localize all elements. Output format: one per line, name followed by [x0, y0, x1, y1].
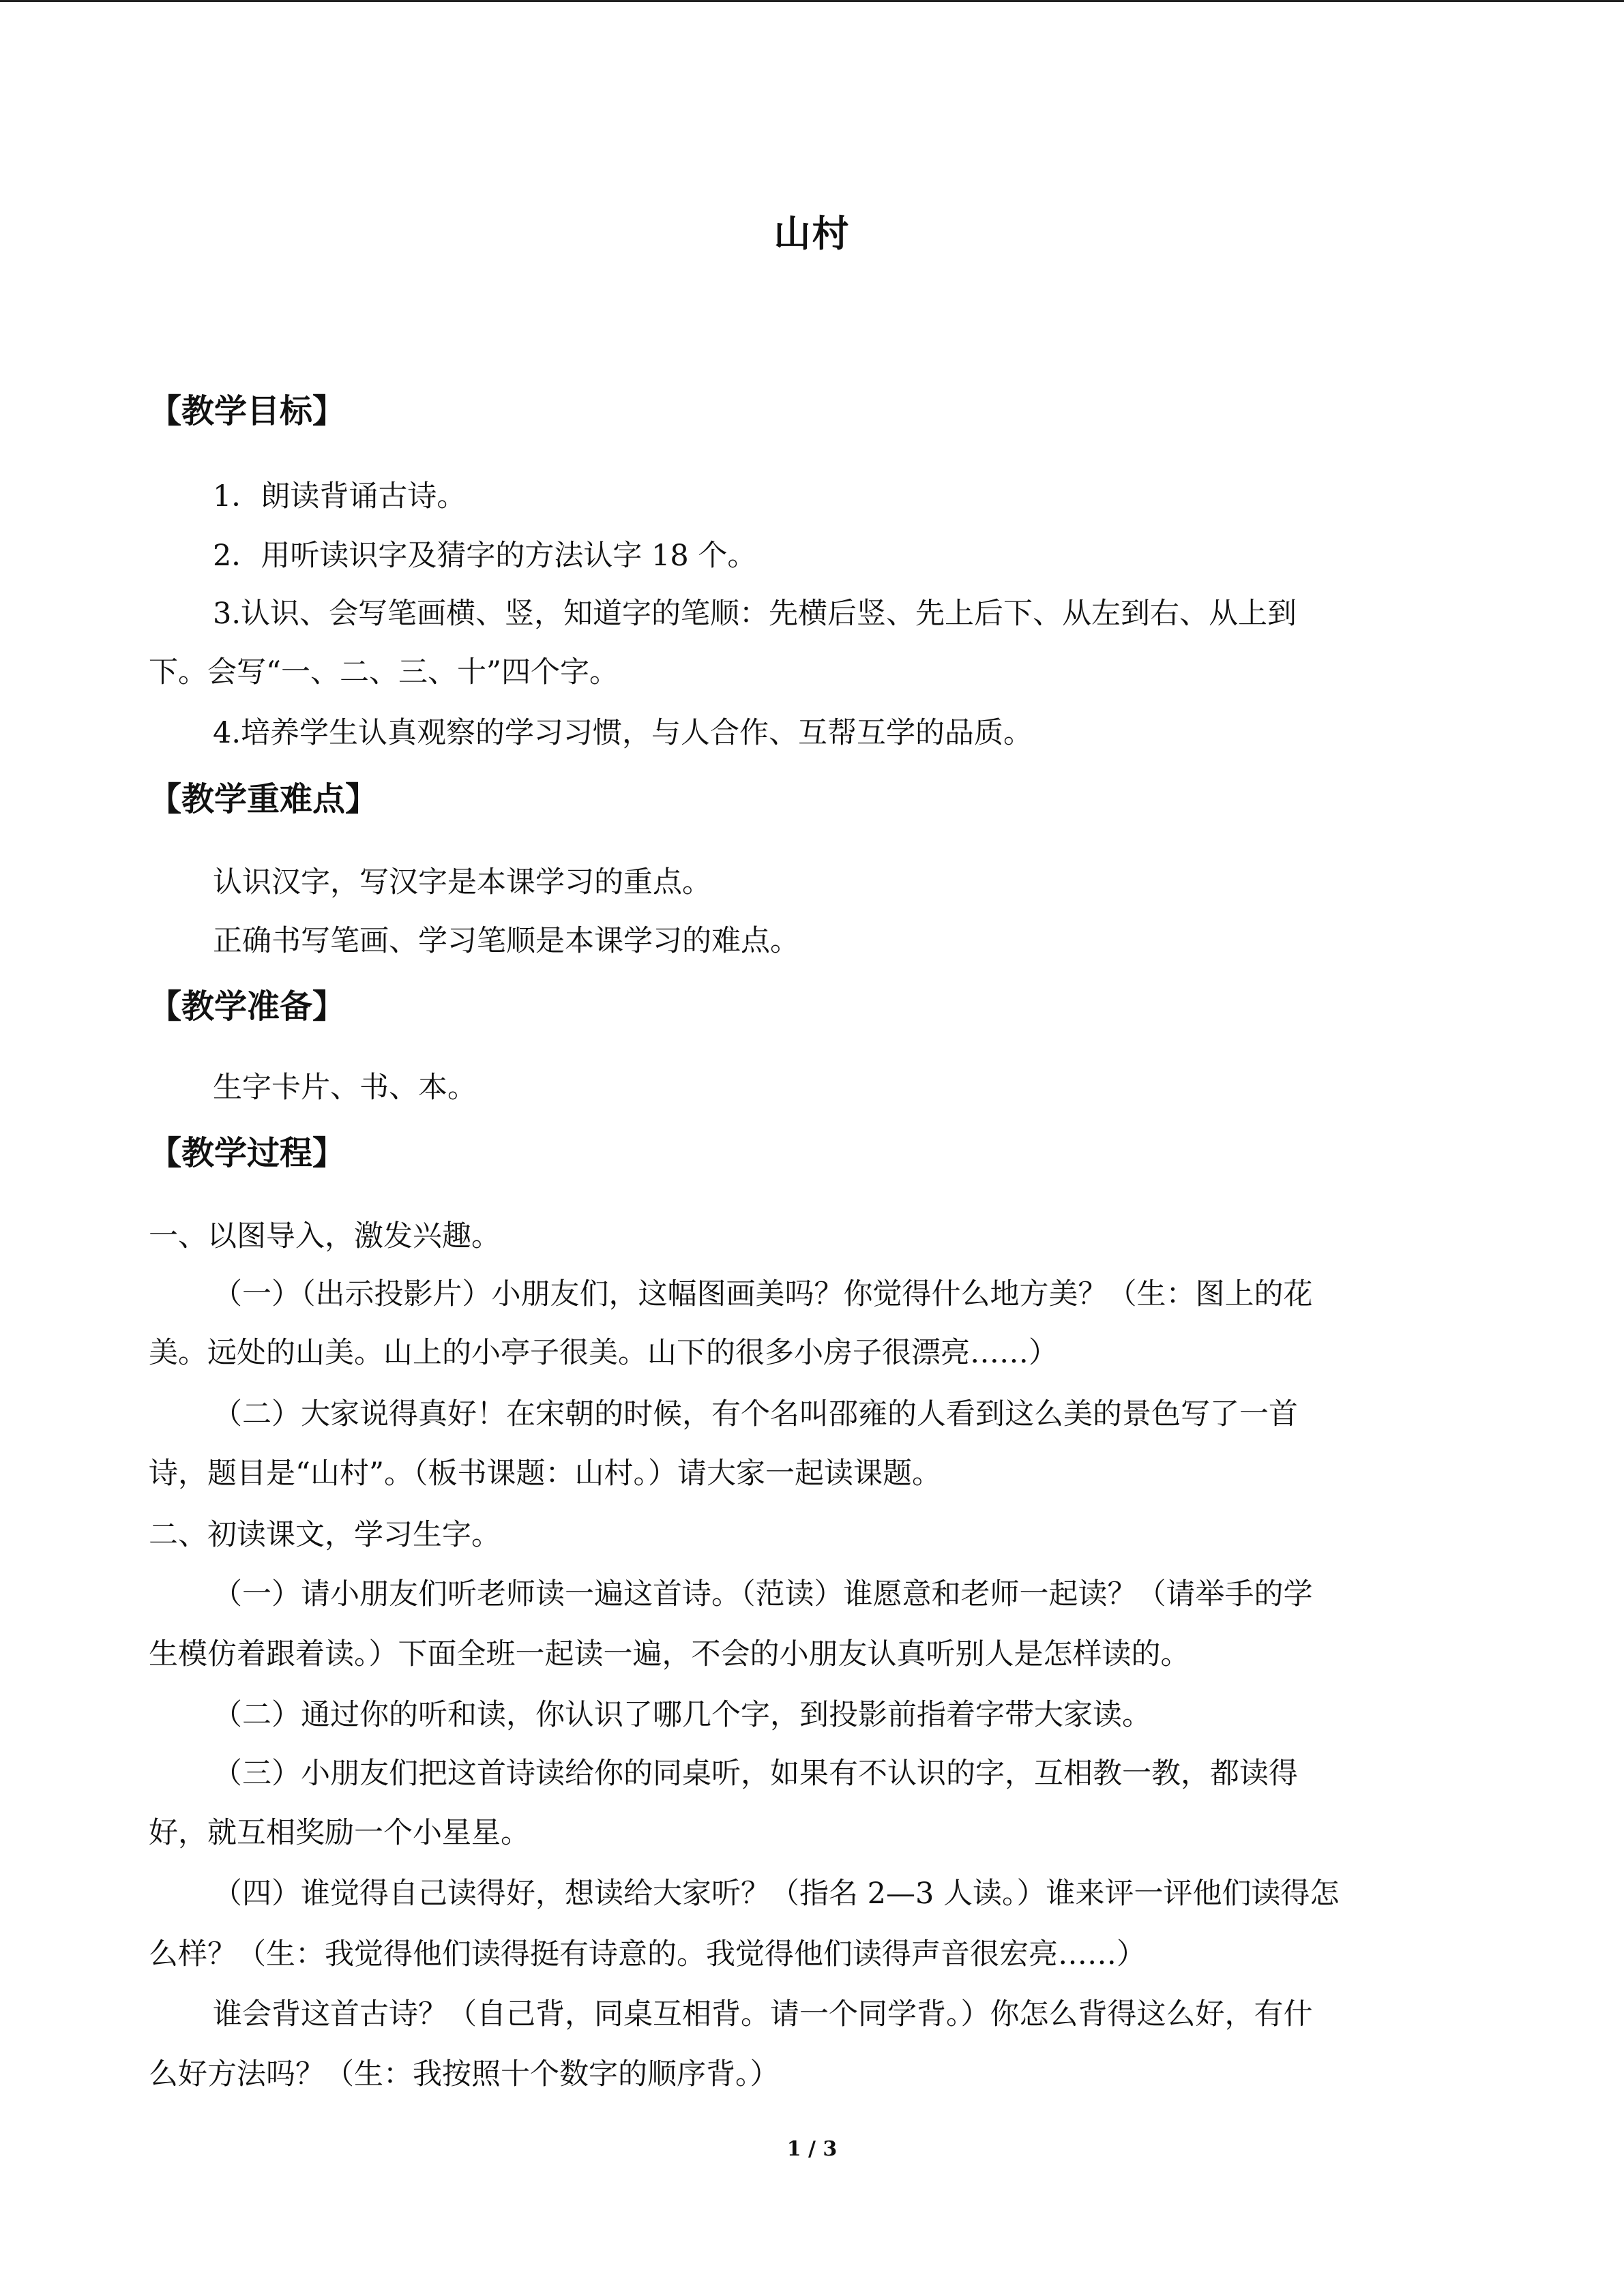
- process-line: （一）（出示投影片）小朋友们，这幅图画美吗？你觉得什么地方美？（生：图上的花: [213, 1277, 1313, 1311]
- top-border-line: [0, 0, 1624, 2]
- process-line: 么样？（生：我觉得他们读得挺有诗意的。我觉得他们读得声音很宏亮……）: [149, 1937, 1146, 1971]
- process-line: 诗，题目是“山村”。（板书课题：山村。）请大家一起读课题。: [149, 1457, 941, 1491]
- goals-line-3-continued: 下。会写“一、二、三、十”四个字。: [149, 655, 619, 689]
- process-line: （二）大家说得真好！在宋朝的时候，有个名叫邵雍的人看到这么美的景色写了一首: [213, 1397, 1298, 1431]
- section-heading-preparation: 【教学准备】: [149, 987, 346, 1026]
- process-line: （三）小朋友们把这首诗读给你的同桌听，如果有不认识的字，互相教一教，都读得: [213, 1757, 1298, 1791]
- page-number: 1 / 3: [786, 2137, 838, 2161]
- section-heading-key-points: 【教学重难点】: [149, 780, 379, 818]
- goals-line-1: 1．朗读背诵古诗。: [213, 479, 467, 513]
- goals-line-3: 3.认识、会写笔画横、竖，知道字的笔顺：先横后竖、先上后下、从左到右、从上到: [213, 597, 1297, 631]
- process-step-1-heading: 一、以图导入，激发兴趣。: [149, 1219, 501, 1253]
- process-step-2-heading: 二、初读课文，学习生字。: [149, 1518, 501, 1552]
- key-points-line-1: 认识汉字，写汉字是本课学习的重点。: [213, 865, 711, 899]
- preparation-line-1: 生字卡片、书、本。: [213, 1071, 477, 1105]
- process-line: 生模仿着跟着读。）下面全班一起读一遍，不会的小朋友认真听别人是怎样读的。: [149, 1637, 1190, 1671]
- process-line: 好，就互相奖励一个小星星。: [149, 1816, 530, 1850]
- goals-line-2: 2．用听读识字及猜字的方法认字 18 个。: [213, 539, 757, 573]
- process-line: （四）谁觉得自己读得好，想读给大家听？（指名 2—3 人读。）谁来评一评他们读得怎: [213, 1877, 1340, 1911]
- goals-line-4: 4.培养学生认真观察的学习习惯，与人合作、互帮互学的品质。: [213, 716, 1033, 750]
- process-line: 美。远处的山美。山上的小亭子很美。山下的很多小房子很漂亮……）: [149, 1336, 1058, 1370]
- key-points-line-2: 正确书写笔画、学习笔顺是本课学习的难点。: [213, 924, 799, 958]
- section-heading-process: 【教学过程】: [149, 1134, 346, 1172]
- document-title: 山村: [773, 212, 851, 255]
- process-line: 么好方法吗？（生：我按照十个数字的顺序背。）: [149, 2057, 780, 2091]
- process-line: （一）请小朋友们听老师读一遍这首诗。（范读）谁愿意和老师一起读？（请举手的学: [213, 1577, 1313, 1611]
- process-line: （二）通过你的听和读，你认识了哪几个字，到投影前指着字带大家读。: [213, 1698, 1151, 1732]
- process-line: 谁会背这首古诗？（自己背，同桌互相背。请一个同学背。）你怎么背得这么好，有什: [213, 1997, 1313, 2031]
- section-heading-goals: 【教学目标】: [149, 392, 346, 430]
